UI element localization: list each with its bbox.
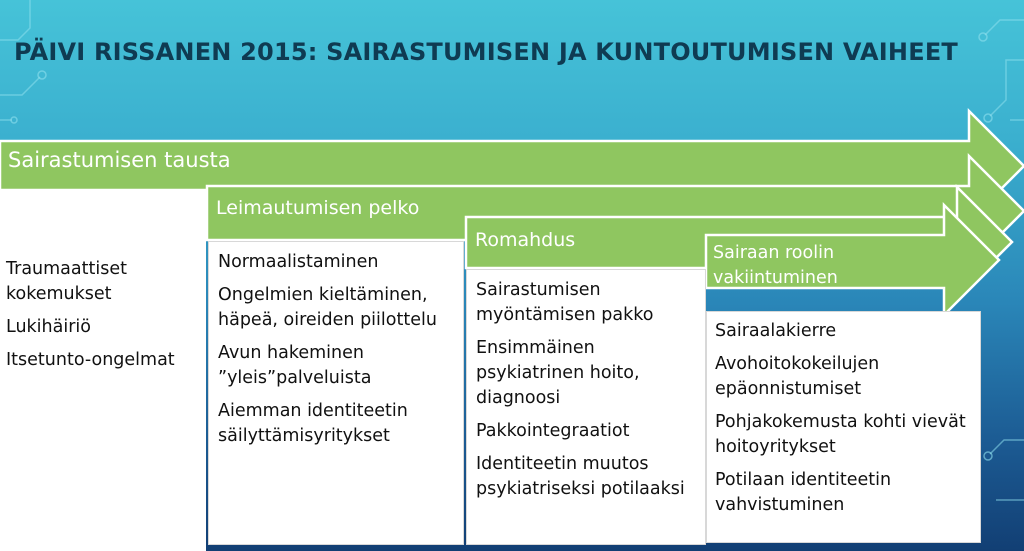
list-item: Sairastumisen myöntämisen pakko xyxy=(476,280,654,325)
list-item: Lukihäiriö xyxy=(6,317,91,337)
list-item: Ongelmien kieltäminen, häpeä, oireiden piilottelu xyxy=(218,285,437,330)
phase-2-column xyxy=(208,241,464,545)
list-item: Potilaan identiteetin vahvistuminen xyxy=(715,470,892,515)
phase-1-label: Sairastumisen tausta xyxy=(8,148,231,172)
phase-3-label: Romahdus xyxy=(475,229,576,251)
phase-3-column xyxy=(466,269,706,545)
slide-title: PÄIVI RISSANEN 2015: SAIRASTUMISEN JA KUNTOUTUMISEN VAIHEET xyxy=(14,38,958,66)
list-item: Avohoitokokeilujen epäonnistumiset xyxy=(715,354,880,399)
list-item: Pakkointegraatiot xyxy=(476,421,630,441)
list-item: Normaalistaminen xyxy=(218,252,379,272)
list-item: Aiemman identiteetin säilyttämisyritykset xyxy=(218,401,408,446)
phase-4-column xyxy=(706,311,981,543)
list-item: Sairaalakierre xyxy=(715,321,837,341)
list-item: Ensimmäinen psykiatrinen hoito, diagnoosi xyxy=(476,338,640,408)
phase-1-column xyxy=(0,191,206,551)
list-item: Pohjakokemusta kohti vievät hoitoyritykset xyxy=(715,412,966,457)
phase-4-label: Sairaan roolin vakiintuminen xyxy=(713,243,838,288)
list-item: Identiteetin muutos psykiatriseksi potilaaksi xyxy=(476,454,685,499)
list-item: Avun hakeminen ”yleis”palveluista xyxy=(218,343,372,388)
phase-2-label: Leimautumisen pelko xyxy=(216,197,420,219)
list-item: Traumaattiset kokemukset xyxy=(6,259,127,304)
list-item: Itsetunto-ongelmat xyxy=(6,350,175,370)
